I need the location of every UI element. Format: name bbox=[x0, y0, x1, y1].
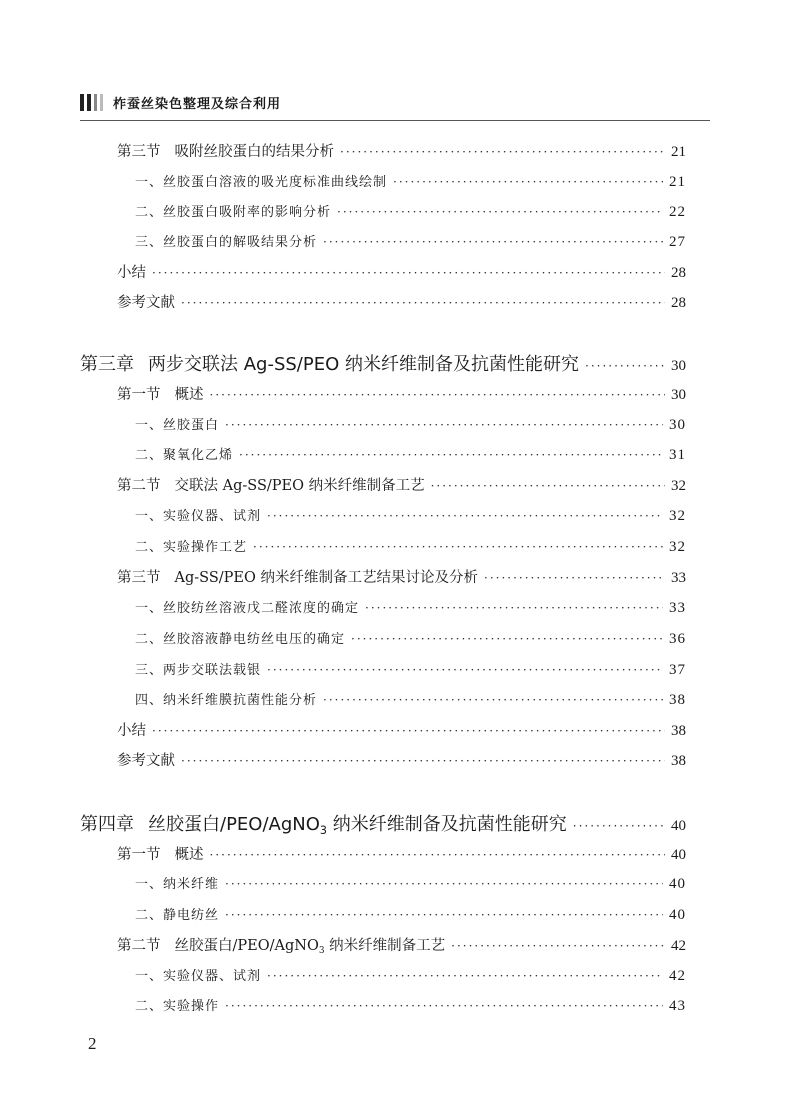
toc-entry[interactable] bbox=[117, 140, 686, 161]
toc-entry-title: 第二节 交联法 Ag-SS/PEO 纳米纤维制备工艺 bbox=[117, 478, 425, 494]
toc-entry-title: 小结 bbox=[117, 723, 146, 739]
toc-entry[interactable] bbox=[135, 659, 686, 679]
toc-entry-title: 第二节 丝胶蛋白/PEO/AgNO$_3$ 纳米纤维制备工艺 bbox=[117, 938, 446, 957]
dot-leader bbox=[152, 266, 665, 280]
dot-leader bbox=[431, 479, 665, 493]
toc-entry[interactable] bbox=[135, 965, 686, 985]
toc-page-number: 22 bbox=[669, 204, 686, 220]
toc-page-number: 40 bbox=[671, 847, 686, 863]
toc-entry[interactable] bbox=[117, 474, 686, 495]
dot-leader bbox=[365, 601, 663, 615]
toc-entry[interactable] bbox=[135, 904, 686, 924]
dot-leader bbox=[337, 205, 663, 219]
dot-leader bbox=[225, 877, 663, 891]
book-title: 柞蚕丝染色整理及综合利用 bbox=[113, 96, 282, 112]
dot-leader bbox=[225, 999, 663, 1013]
toc-entry-title: 二、丝胶蛋白吸附率的影响分析 bbox=[135, 205, 332, 220]
toc-entry-title: 二、静电纺丝 bbox=[135, 908, 220, 923]
toc-entry[interactable] bbox=[117, 383, 686, 404]
toc-entry-title: 二、实验操作 bbox=[135, 999, 220, 1014]
toc-page-number: 37 bbox=[669, 662, 686, 678]
toc-page-number: 28 bbox=[671, 265, 686, 281]
toc-page-number: 30 bbox=[671, 387, 686, 403]
dot-leader bbox=[393, 175, 663, 189]
toc-chapter-title: 第四章 丝胶蛋白/PEO/AgNO$_3$ 纳米纤维制备及抗菌性能研究 bbox=[80, 814, 567, 837]
toc-entry-title: 三、两步交联法载银 bbox=[135, 663, 262, 678]
toc-entry-title: 二、实验操作工艺 bbox=[135, 540, 248, 555]
toc-entry[interactable] bbox=[135, 414, 686, 434]
toc-entry[interactable] bbox=[135, 171, 686, 191]
toc-entry-title: 二、丝胶溶液静电纺丝电压的确定 bbox=[135, 632, 346, 647]
toc-entry-title: 三、丝胶蛋白的解吸结果分析 bbox=[135, 235, 318, 250]
toc-page-number: 40 bbox=[669, 876, 686, 892]
toc-entry-title: 一、丝胶蛋白 bbox=[135, 418, 220, 433]
toc-entry[interactable] bbox=[117, 291, 686, 312]
toc-entry[interactable] bbox=[117, 934, 686, 955]
toc-page-number: 43 bbox=[669, 998, 686, 1014]
dot-leader bbox=[323, 235, 663, 249]
toc-page-number: 28 bbox=[671, 295, 686, 311]
dot-leader bbox=[181, 754, 665, 768]
toc-page-number: 32 bbox=[671, 478, 686, 494]
toc-entry[interactable] bbox=[135, 597, 686, 617]
toc-page-number: 38 bbox=[669, 692, 686, 708]
dot-leader bbox=[225, 908, 663, 922]
dot-leader bbox=[181, 296, 665, 310]
toc-entry-title: 一、丝胶纺丝溶液戊二醛浓度的确定 bbox=[135, 601, 360, 616]
toc-entry-title: 一、实验仪器、试剂 bbox=[135, 969, 262, 984]
dot-leader bbox=[340, 145, 665, 159]
toc-entry[interactable] bbox=[117, 719, 686, 740]
toc-page-number: 38 bbox=[671, 723, 686, 739]
dot-leader bbox=[253, 540, 663, 554]
toc-entry[interactable] bbox=[135, 995, 686, 1015]
toc-page-number: 21 bbox=[671, 144, 686, 160]
toc-entry[interactable] bbox=[135, 536, 686, 556]
toc-entry[interactable] bbox=[117, 843, 686, 864]
toc-entry-title: 参考文献 bbox=[117, 295, 175, 311]
toc-entry-title: 一、丝胶蛋白溶液的吸光度标准曲线绘制 bbox=[135, 175, 388, 190]
dot-leader bbox=[267, 509, 663, 523]
toc-entry-title: 一、纳米纤维 bbox=[135, 877, 220, 892]
dot-leader bbox=[152, 724, 665, 738]
dot-leader bbox=[239, 448, 663, 462]
toc-entry-title: 四、纳米纤维膜抗菌性能分析 bbox=[135, 693, 318, 708]
toc-entry[interactable] bbox=[135, 873, 686, 893]
toc-chapter-entry[interactable] bbox=[80, 810, 686, 836]
dot-leader bbox=[484, 571, 665, 585]
toc-page-number: 40 bbox=[671, 818, 686, 834]
toc-page-number: 32 bbox=[669, 539, 686, 555]
toc-page-number: 30 bbox=[671, 358, 686, 374]
toc-entry-title: 第三节 Ag-SS/PEO 纳米纤维制备工艺结果讨论及分析 bbox=[117, 570, 478, 586]
dot-leader bbox=[225, 418, 663, 432]
toc-entry[interactable] bbox=[117, 749, 686, 770]
toc-chapter-entry[interactable] bbox=[80, 350, 686, 376]
dot-leader bbox=[585, 359, 665, 373]
dot-leader bbox=[267, 969, 663, 983]
toc-entry-title: 第一节 概述 bbox=[117, 847, 204, 863]
toc-page-number: 33 bbox=[671, 570, 686, 586]
toc-entry[interactable] bbox=[135, 231, 686, 251]
toc-entry-title: 小结 bbox=[117, 265, 146, 281]
dot-leader bbox=[323, 693, 663, 707]
toc-chapter-title: 第三章 两步交联法 Ag-SS/PEO 纳米纤维制备及抗菌性能研究 bbox=[80, 354, 579, 375]
dot-leader bbox=[351, 632, 663, 646]
toc-entry[interactable] bbox=[135, 689, 686, 709]
toc-page-number: 27 bbox=[669, 234, 686, 250]
toc-page-number: 30 bbox=[669, 417, 686, 433]
toc-page-number: 33 bbox=[669, 600, 686, 616]
toc-page-number: 42 bbox=[671, 938, 686, 954]
dot-leader bbox=[451, 939, 665, 953]
dot-leader bbox=[210, 388, 666, 402]
dot-leader bbox=[573, 819, 665, 833]
toc-entry-title: 二、聚氧化乙烯 bbox=[135, 448, 234, 463]
toc-entry-title: 参考文献 bbox=[117, 753, 175, 769]
toc-entry[interactable] bbox=[117, 566, 686, 587]
toc-entry-title: 第一节 概述 bbox=[117, 387, 204, 403]
toc-entry-title: 一、实验仪器、试剂 bbox=[135, 509, 262, 524]
toc-entry[interactable] bbox=[117, 261, 686, 282]
toc-page-number: 36 bbox=[669, 631, 686, 647]
toc-page-number: 31 bbox=[669, 447, 686, 463]
page-number: 2 bbox=[88, 1034, 97, 1053]
toc-entry[interactable] bbox=[135, 505, 686, 525]
toc-page-number: 32 bbox=[669, 508, 686, 524]
toc-entry[interactable] bbox=[135, 628, 686, 648]
toc-entry[interactable] bbox=[135, 201, 686, 221]
toc-entry-title: 第三节 吸附丝胶蛋白的结果分析 bbox=[117, 144, 334, 160]
toc-page-number: 38 bbox=[671, 753, 686, 769]
dot-leader bbox=[267, 663, 663, 677]
toc-page-number: 21 bbox=[669, 174, 686, 190]
dot-leader bbox=[210, 848, 666, 862]
toc-page-number: 40 bbox=[669, 907, 686, 923]
toc-entry[interactable] bbox=[135, 444, 686, 464]
toc-page-number: 42 bbox=[669, 968, 686, 984]
